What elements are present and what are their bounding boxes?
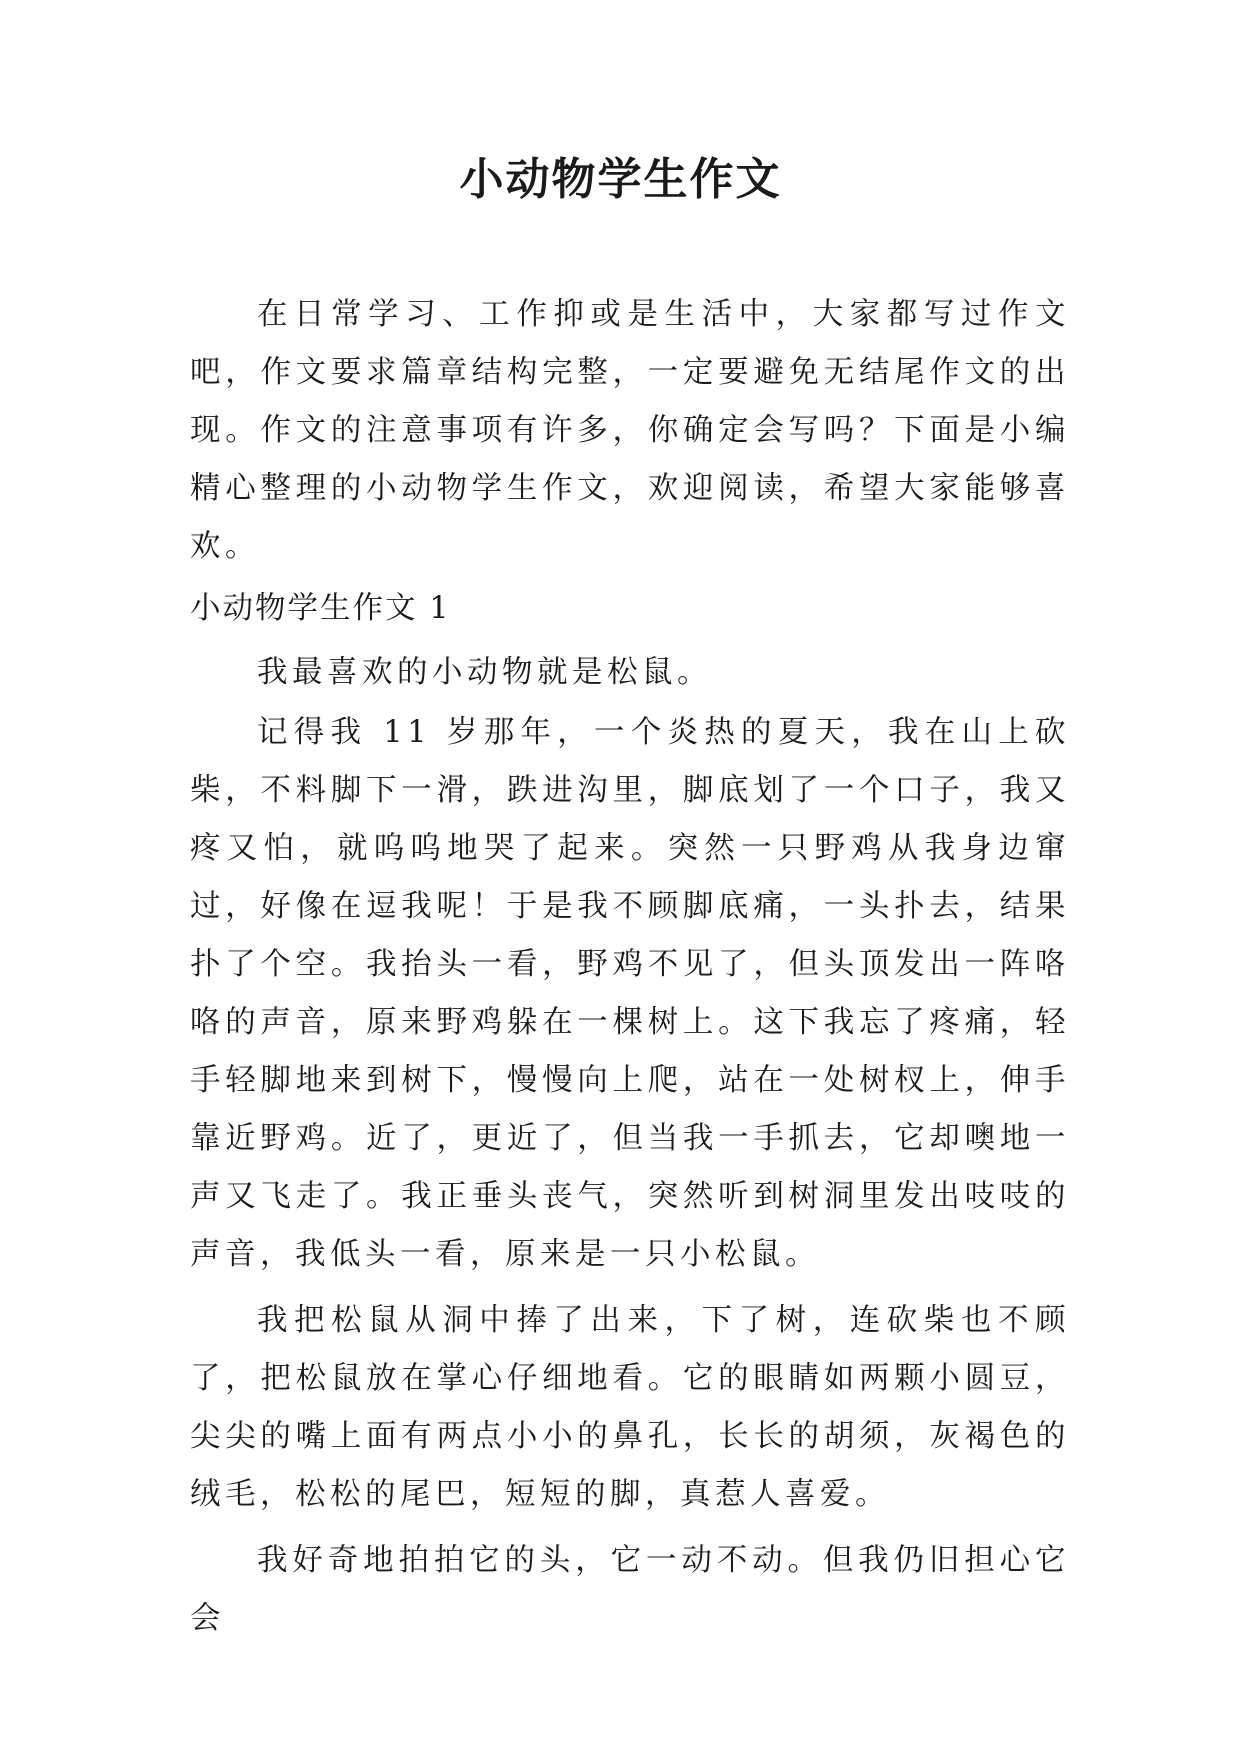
essay-section-1 [190,580,1070,1650]
essay-paragraph-3: 我把松鼠从洞中捧了出来，下了树，连砍柴也不顾了，把松鼠放在掌心仔细地看。它的眼睛如两颗小圆豆，尖尖的嘴上面有两点小小的鼻孔，长长的胡须，灰褐色的绒毛，松松的尾巴，短短的脚，真惹人喜爱。 [190,1303,1070,1512]
essay-paragraph-2: 记得我 11 岁那年，一个炎热的夏天，我在山上砍柴，不料脚下一滑，跌进沟里，脚底划了一个口子，我又疼又怕，就呜呜地哭了起来。突然一只野鸡从我身边窜过，好像在逗我呢！于是我不顾脚底痛，一头扑去，结果扑了个空。我抬头一看，野鸡不见了，但头顶发出一阵咯咯的声音，原来野鸡躲在一棵树上。这下我忘了疼痛，轻手轻脚地来到树下，慢慢向上爬，站在一处树杈上，伸手靠近野鸡。近了，更近了，但当我一手抓去，它却噢地一声又飞走了。我正垂头丧气，突然听到树洞里发出吱吱的声音，我低头一看，原来是一只小松鼠。 [190,715,1070,1272]
essay-paragraph-4: 我好奇地拍拍它的头，它一动不动。但我仍旧担心它会 [190,1543,1070,1636]
intro-block [190,286,1070,576]
intro-paragraph: 在日常学习、工作抑或是生活中，大家都写过作文吧，作文要求篇章结构完整，一定要避免无结尾作文的出现。作文的注意事项有许多，你确定会写吗？下面是小编精心整理的小动物学生作文，欢迎阅读，希望大家能够喜欢。 [190,297,1070,564]
section-heading: 小动物学生作文 1 [190,591,451,626]
essay-paragraph-1: 我最喜欢的小动物就是松鼠。 [257,655,712,690]
document-title: 小动物学生作文 [459,154,782,205]
